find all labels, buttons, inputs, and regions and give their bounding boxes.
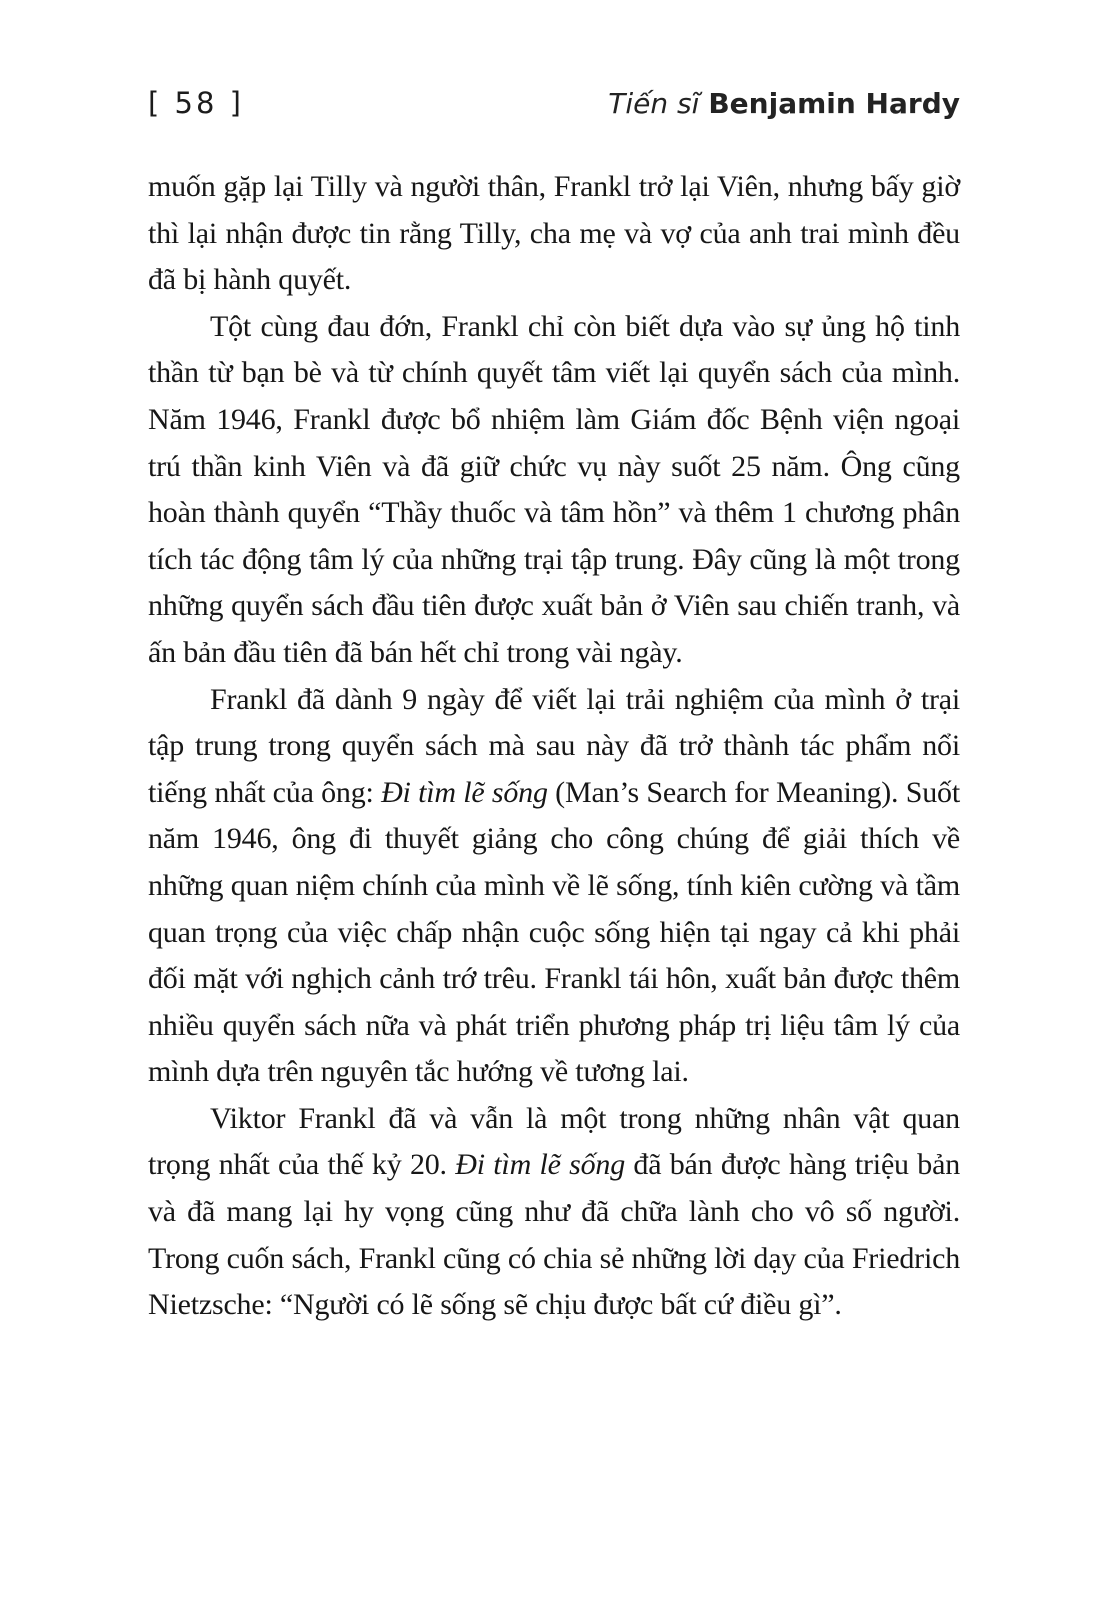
paragraph [148,304,960,677]
page-number: [ 58 ] [148,86,244,120]
author-name: Benjamin Hardy [708,87,960,120]
body-text [148,164,960,1329]
text-run: muốn gặp lại Tilly và người thân, Frankl trở lại Viên, nhưng bấy giờ thì lại nhận được tin rằng Tilly, cha mẹ và vợ của anh trai mình đều đã bị hành quyết. [148,170,960,297]
text-run: Viktor Frankl đã và vẫn là một trong những nhân vật quan trọng nhất của thế kỷ 20. [148,1101,960,1182]
paragraph [148,677,960,1096]
book-title-italic: Đi tìm lẽ sống [381,775,548,809]
running-header [148,86,960,120]
text-run: đã bán được hàng triệu bản và đã mang lại hy vọng cũng như đã chữa lành cho vô số người. Trong cuốn sách, Frankl cũng có chia sẻ những lời dạy của Friedrich Nietzsche: “Người có lẽ sống sẽ chịu được bất cứ điều gì”. [148,1148,960,1322]
book-title-italic: Đi tìm lẽ sống [455,1148,625,1182]
paragraph [148,1096,960,1329]
running-title [608,87,960,120]
text-run: Tột cùng đau đớn, Frankl chỉ còn biết dựa vào sự ủng hộ tinh thần từ bạn bè và từ chính quyết tâm viết lại quyển sách của mình. Năm 1946, Frankl được bổ nhiệm làm Giám đốc Bệnh viện ngoại trú thần kinh Viên và đã giữ chức vụ này suốt 25 năm. Ông cũng hoàn thành quyển “Thầy thuốc và tâm hồn” và thêm 1 chương phân tích tác động tâm lý của những trại tập trung. Đây cũng là một trong những quyển sách đầu tiên được xuất bản ở Viên sau chiến tranh, và ấn bản đầu tiên đã bán hết chỉ trong vài ngày. [148,309,960,669]
paragraph [148,164,960,304]
text-run: (Man’s Search for Meaning). Suốt năm 1946, ông đi thuyết giảng cho công chúng để giải thích về những quan niệm chính của mình về lẽ sống, tính kiên cường và tầm quan trọng của việc chấp nhận cuộc sống hiện tại ngay cả khi phải đối mặt với nghịch cảnh trớ trêu. Frankl tái hôn, xuất bản được thêm nhiều quyển sách nữa và phát triển phương pháp trị liệu tâm lý của mình dựa trên nguyên tắc hướng về tương lai. [148,775,960,1089]
author-title-prefix: Tiến sĩ [608,87,700,120]
text-run: Frankl đã dành 9 ngày để viết lại trải nghiệm của mình ở trại tập trung trong quyển sách mà sau này đã trở thành tác phẩm nổi tiếng nhất của ông: [148,682,960,809]
